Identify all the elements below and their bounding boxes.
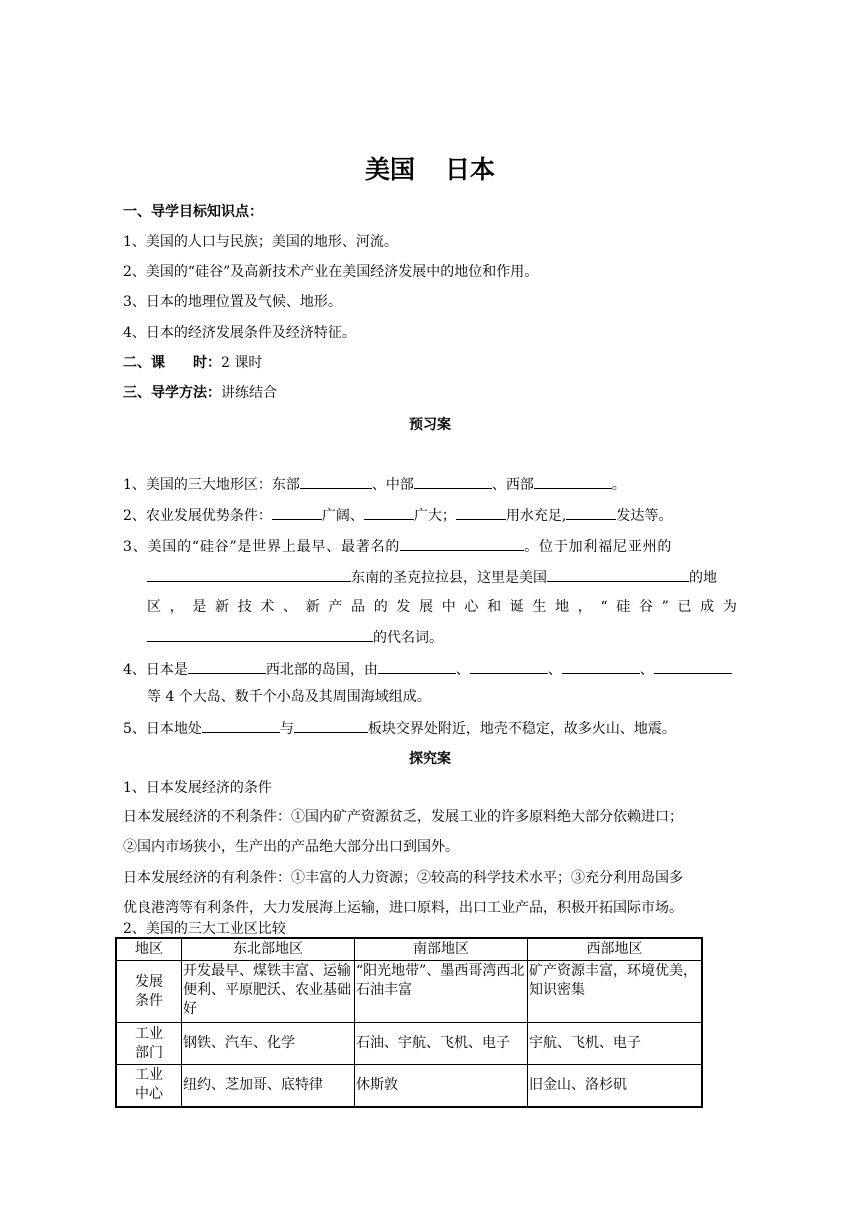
- q2-text-a: 2、农业发展优势条件：: [123, 508, 272, 524]
- favorable-conditions-line-1: 日本发展经济的有利条件：①丰富的人力资源；②较高的科学技术水平；③充分利用岛国多: [123, 870, 683, 886]
- q1-text-d: 。: [611, 477, 626, 493]
- section1-heading: 一、导学目标知识点：: [123, 204, 263, 220]
- favorable-conditions-line-2: 优良港湾等有利条件，大力发展海上运输，进口原料，出口工业产品，积极开拓国际市场。: [123, 900, 683, 916]
- q3-text-d: 的地: [689, 570, 717, 586]
- preview-title: 预习案: [409, 417, 451, 433]
- table-row: [116, 961, 702, 1023]
- table-cell: 钢铁、汽车、化学: [182, 1023, 355, 1065]
- q3-line3-char: 生: [532, 599, 547, 615]
- preview-question-4-line-1: [123, 660, 732, 679]
- q2-blank-4[interactable]: [566, 506, 616, 520]
- preview-question-2: [123, 506, 672, 525]
- q3-line3-char: “: [600, 599, 608, 615]
- table-cell: “阳光地带”、墨西哥湾西北石油丰富: [355, 961, 528, 1023]
- industrial-regions-table: [115, 937, 703, 1108]
- q3-line3-char: 展: [419, 599, 434, 615]
- q3-line3-char: 是: [192, 599, 207, 615]
- explore-title: 探究案: [409, 751, 451, 767]
- title-japan: 日本: [445, 155, 496, 184]
- q1-blank-central[interactable]: [414, 475, 492, 489]
- q3-line3-char: 产: [328, 599, 343, 615]
- q2-blank-2[interactable]: [364, 506, 414, 520]
- q1-text-b: 、中部: [371, 477, 414, 493]
- title-usa: 美国: [364, 155, 415, 184]
- q1-blank-west[interactable]: [534, 475, 612, 489]
- preview-question-5: [123, 719, 676, 738]
- q3-line3-char: ”: [661, 599, 669, 615]
- row-label: 工业中心: [116, 1065, 182, 1107]
- table-cell: 旧金山、洛杉矶: [528, 1065, 703, 1107]
- q2-text-c: 广大；: [413, 508, 456, 524]
- q3-line3-char: 成: [700, 599, 715, 615]
- preview-question-1: [123, 475, 626, 494]
- table-cell: 开发最早、煤铁丰富、运输便利、平原肥沃、农业基础好: [182, 961, 355, 1023]
- preview-question-3-line-4: [147, 628, 443, 647]
- objective-item-4: 4、日本的经济发展条件及经济特征。: [123, 325, 356, 341]
- q3-blank-silicon-valley[interactable]: [400, 537, 524, 551]
- preview-question-3-line-2: [147, 568, 717, 587]
- preview-question-4-line-2: 等 4 个大岛、数千个小岛及其周围海域组成。: [147, 689, 431, 705]
- table-cell: 纽约、芝加哥、底特律: [182, 1065, 355, 1107]
- q3-line3-char: 术: [260, 599, 275, 615]
- q1-blank-east[interactable]: [300, 475, 372, 489]
- table-cell: 宇航、飞机、电子: [528, 1023, 703, 1065]
- table-header-cell: 东北部地区: [182, 938, 355, 961]
- row-label: 工业部门: [116, 1023, 182, 1065]
- objective-item-1: 1、美国的人口与民族；美国的地形、河流。: [123, 234, 398, 250]
- row-label: 发展条件: [116, 961, 182, 1023]
- page-title: [0, 150, 860, 186]
- q3-blank-location[interactable]: [147, 568, 351, 582]
- q3-line3-char: ，: [577, 599, 592, 615]
- preview-question-3-line-3: [147, 598, 737, 616]
- table-cell: 石油、宇航、飞机、电子: [355, 1023, 528, 1065]
- q3-line3-char: 中: [441, 599, 456, 615]
- explore-subheading-1: 1、日本发展经济的条件: [123, 780, 272, 796]
- q3-line3-char: 新: [305, 599, 320, 615]
- q3-line3-char: 区: [147, 599, 161, 615]
- unfavorable-conditions-line-2: ②国内市场狭小，生产出的产品绝大部分出口到国外。: [123, 839, 459, 855]
- q3-line3-char: 技: [237, 599, 252, 615]
- q3-blank-industry[interactable]: [547, 568, 689, 582]
- table-header-cell: 南部地区: [355, 938, 528, 961]
- q4-text-b: 西北部的岛国，由: [265, 662, 378, 678]
- table-header-row: [116, 938, 702, 961]
- q4-blank-island-4[interactable]: [654, 660, 732, 674]
- table-cell: 矿产资源丰富，环境优美，知识密集: [528, 961, 703, 1023]
- q3-line3-char: 的: [373, 599, 388, 615]
- section2-value: 2 课时: [221, 355, 263, 371]
- q4-blank-ocean[interactable]: [188, 660, 266, 674]
- q5-blank-plate-2[interactable]: [294, 719, 368, 733]
- q3-line3-char: 硅: [616, 599, 631, 615]
- q2-text-d: 用水充足,: [505, 508, 567, 524]
- q5-text-a: 5、日本地处: [123, 721, 202, 737]
- objective-item-3: 3、日本的地理位置及气候、地形。: [123, 294, 342, 310]
- q3-text-e: 的代名词。: [373, 630, 443, 646]
- q2-text-e: 发达等。: [616, 508, 673, 524]
- table-header-cell: 西部地区: [528, 938, 703, 961]
- q3-line3-char: 和: [487, 599, 502, 615]
- section3-method: [123, 384, 277, 402]
- table-row: [116, 1065, 702, 1107]
- table-cell: 休斯敦: [355, 1065, 528, 1107]
- q3-line3-char: ，: [169, 599, 184, 615]
- q2-blank-3[interactable]: [456, 506, 506, 520]
- q2-text-b: 广阔、: [321, 508, 364, 524]
- q3-line3-char: 新: [215, 599, 230, 615]
- q4-blank-island-2[interactable]: [470, 660, 548, 674]
- section3-label: 三、导学方法：: [123, 385, 221, 401]
- q5-text-c: 板块交界处附近，地壳不稳定，故多火山、地震。: [367, 721, 676, 737]
- q5-text-b: 与: [279, 721, 294, 737]
- table-row: [116, 1023, 702, 1065]
- section3-value: 讲练结合: [221, 385, 277, 401]
- q4-text-a: 4、日本是: [123, 662, 188, 678]
- q3-line3-char: 为: [722, 599, 737, 615]
- q4-text-d: 、: [547, 662, 562, 678]
- explore-subheading-2: 2、美国的三大工业区比较: [123, 921, 286, 937]
- q4-blank-island-1[interactable]: [378, 660, 456, 674]
- q3-line3-char: 发: [396, 599, 411, 615]
- q3-text-a: 3、美国的“硅谷”是世界上最早、最著名的: [123, 539, 401, 555]
- section2-label: 二、课 时：: [123, 355, 221, 371]
- q3-line3-char: 谷: [638, 599, 653, 615]
- q3-text-b: 。位于加利福尼亚州的: [524, 539, 673, 555]
- q2-blank-1[interactable]: [272, 506, 322, 520]
- q3-line3-char: 已: [677, 599, 692, 615]
- q3-blank-synonym[interactable]: [147, 628, 373, 642]
- table-header-cell: 地区: [116, 938, 182, 961]
- q3-line3-char: 地: [555, 599, 570, 615]
- q4-text-e: 、: [639, 662, 654, 678]
- objective-item-2: 2、美国的“硅谷”及高新技术产业在美国经济发展中的地位和作用。: [123, 264, 539, 280]
- q3-line3-char: 品: [351, 599, 366, 615]
- q3-line3-char: 、: [283, 599, 298, 615]
- unfavorable-conditions-line-1: 日本发展经济的不利条件：①国内矿产资源贫乏，发展工业的许多原料绝大部分依赖进口；: [123, 809, 683, 825]
- q3-text-c: 东南的圣克拉拉县，这里是美国: [351, 570, 547, 586]
- preview-question-3-line-1: [123, 537, 672, 556]
- section2-class-hours: [123, 354, 262, 372]
- q3-line3-char: 诞: [509, 599, 524, 615]
- q4-text-c: 、: [455, 662, 470, 678]
- q3-line3-char: 心: [464, 599, 479, 615]
- q1-text-a: 1、美国的三大地形区：东部: [123, 477, 300, 493]
- q1-text-c: 、西部: [491, 477, 534, 493]
- q5-blank-plate-1[interactable]: [202, 719, 280, 733]
- q4-blank-island-3[interactable]: [562, 660, 640, 674]
